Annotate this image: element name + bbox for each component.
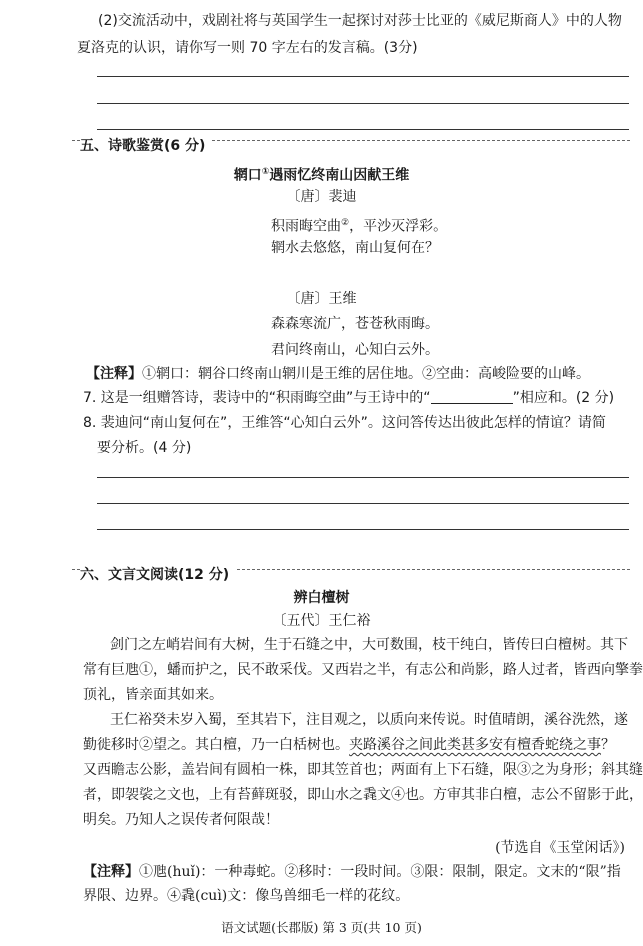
poem-notes: 【注释】①辋口：辋谷口终南山辋川是王维的居住地。②空曲：高峻险要的山峰。 <box>86 366 590 382</box>
passage-line: 勤徙移时②望之。其白檀，乃一白栝树也。夹路溪谷之间此类甚多安有檀香蛇绕之事？ <box>83 737 615 753</box>
section-5-heading: 五、诗歌鉴赏(6 分) <box>80 136 211 156</box>
answer-line <box>97 76 629 77</box>
page-footer: 语文试题(长郡版) 第 3 页(共 10 页) <box>221 920 422 935</box>
question-8-line-1: 8. 裴迪问“南山复何在”，王维答“心知白云外”。这问答传达出彼此怎样的情谊？请简 <box>83 415 606 431</box>
poem-2-line-1: 森森寒流广，苍苍秋雨晦。 <box>271 316 439 332</box>
question-2-line-2: 夏洛克的认识，请你写一则 70 字左右的发言稿。(3分) <box>77 40 418 56</box>
poem-title: 辋口①遇雨忆终南山因献王维 <box>233 167 410 184</box>
question-7: 7. 这是一组赠答诗，裴诗中的“积雨晦空曲”与王诗中的“ ”相应和。(2 分) <box>83 390 615 406</box>
passage-notes-line-2: 界限、边界。④毳(cuì)文：像鸟兽细毛一样的花纹。 <box>83 888 410 904</box>
passage-line: 王仁裕癸未岁入蜀，至其岩下，注目观之，以质向来传说。时值晴朗，溪谷洗然，遂 <box>110 712 628 728</box>
passage-line: 者，即袈裟之文也，上有苔藓斑驳，即山水之毳文④也。方审其非白檀，志公不留影于此， <box>83 787 643 803</box>
answer-line <box>97 477 629 478</box>
passage-author: 〔五代〕王仁裕 <box>272 613 371 629</box>
passage-title: 辨白檀树 <box>293 590 350 606</box>
passage-line: 常有巨虺①，蟠而护之，民不敢采伐。又西岩之半，有志公和尚影，路人过者，皆西向擎拳 <box>83 662 643 678</box>
section-6-heading: 六、文言文阅读(12 分) <box>80 565 235 585</box>
passage-source: (节选自《玉堂闲话》) <box>495 840 625 856</box>
passage-line: 顶礼，皆亲面其如来。 <box>83 687 223 703</box>
passage-line: 明矣。乃知人之误传者何限哉！ <box>83 812 279 828</box>
answer-line <box>97 129 629 130</box>
question-2-line-1: (2)交流活动中，戏剧社将与英国学生一起探讨对莎士比亚的《威尼斯商人》中的人物 <box>98 13 622 29</box>
poem-1-author: 〔唐〕裴迪 <box>286 189 357 205</box>
answer-blank[interactable] <box>431 389 513 404</box>
answer-line <box>97 503 629 504</box>
wavy-underlined-sentence: 夹路溪谷之间此类甚多安有檀香蛇绕之事 <box>349 737 601 753</box>
answer-line <box>97 529 629 530</box>
answer-line <box>97 103 629 104</box>
poem-2-author: 〔唐〕王维 <box>286 291 357 307</box>
poem-2-line-2: 君问终南山，心知白云外。 <box>271 342 439 358</box>
poem-1-line-1: 积雨晦空曲②，平沙灭浮彩。 <box>271 218 448 235</box>
question-8-line-2: 要分析。(4 分) <box>97 440 192 456</box>
passage-line: 又西瞻志公影，盖岩间有圆柏一株，即其笠首也；两面有上下石缝，限③之为身形；斜其缝 <box>83 762 643 778</box>
poem-1-line-2: 辋水去悠悠，南山复何在？ <box>271 240 439 256</box>
passage-notes-line-1: 【注释】①虺(huǐ)：一种毒蛇。②移时：一段时间。③限：限制，限定。文末的“限”指 <box>83 864 621 880</box>
passage-line: 剑门之左峭岩间有大树，生于石缝之中，大可数围，枝干纯白，皆传曰白檀树。其下 <box>110 637 628 653</box>
